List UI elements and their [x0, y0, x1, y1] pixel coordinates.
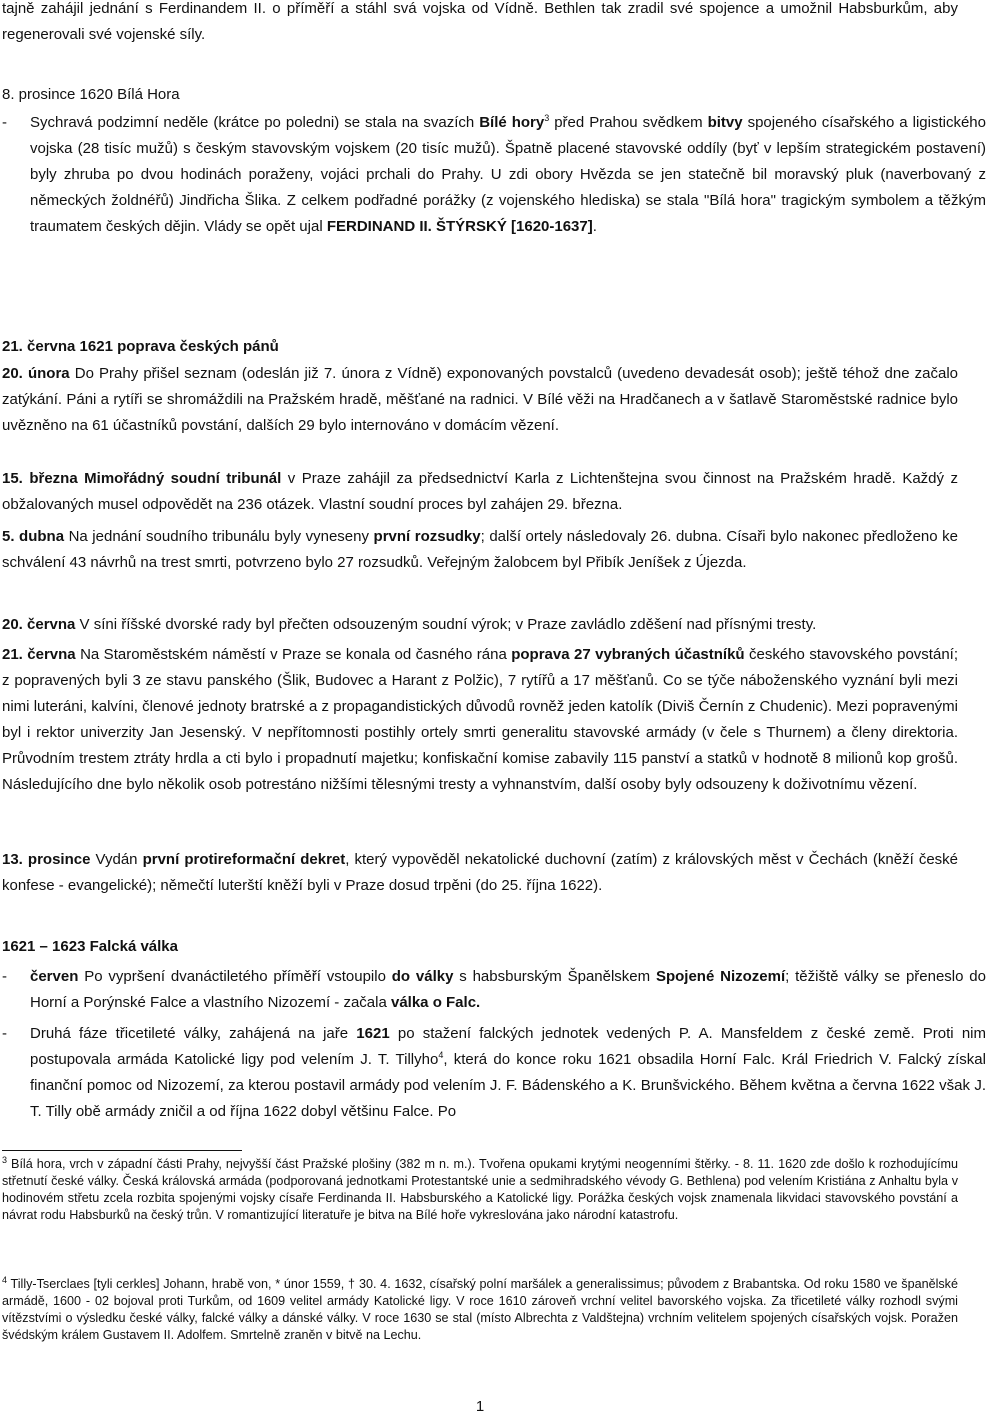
date-bold: 21. června: [2, 646, 76, 663]
poprava-paragraph-3: [2, 524, 958, 576]
text-run: , která do konce roku 1621 obsadila Horní Falc. Král Friedrich V. Falcký získal finanční pomoc od Nizozemí, za kterou postavil armády pod velením J. F. Bádenského a K. Brunšvického. Během května a června 1622 však J. T. Tilly obě armády zničil a od října 1622 dobyl většinu Falce. Po: [30, 1051, 986, 1120]
bold-run: první rozsudky: [373, 528, 481, 545]
bold-run: 1621: [356, 1025, 390, 1042]
date-bold: 5. dubna: [2, 528, 65, 545]
section-heading-falcka-valka: [2, 934, 958, 960]
text-run: , který vypověděl nekatolické duchovní (zatím) z královských měst v Čechách (kněží české konfese - evangelické); němečtí luterští kněží byli v Praze dosud trpěni (do 25. října 1622).: [2, 851, 959, 894]
text-run: .: [592, 218, 597, 235]
date-bold: 20. února: [2, 365, 70, 382]
text-run: V síni říšské dvorské rady byl přečten odsouzeným soudní výrok; v Praze zavládlo zděšení nad přísnými tresty.: [75, 616, 817, 633]
intro-text: tajně zahájil jednání s Ferdinandem II. o příměří a stáhl svá vojska od Vídně. Bethlen tak zradil své spojence a umožnil Habsburkům, aby regenerovali své vojenské síly.: [2, 0, 958, 43]
footnote-number: 3: [2, 1154, 8, 1165]
bold-run: Spojené Nizozemí: [655, 968, 786, 985]
text-run: ; další ortely následovaly 26. dubna. Císaři bylo nakonec předloženo ke schválení 43 návrhů na trest smrti, potvrzeno bylo 27 rozsudků. Veřejným žalobcem byl Přibík Jeníšek z Újezda.: [2, 528, 958, 571]
bold-run: bitvy: [707, 114, 743, 131]
dash-marker: -: [2, 968, 7, 985]
intro-paragraph: [2, 0, 958, 48]
bila-hora-paragraph: [2, 110, 986, 240]
bold-run: válka o Falc.: [390, 994, 481, 1011]
footnote-number: 4: [2, 1274, 8, 1285]
text-run: po stažení falckých jednotek vedených P. A. Mansfeldem z české země. Proti nim postupovala armáda Katolické ligy pod velením J. T. Tillyho: [30, 1025, 986, 1068]
text-run: Vydán: [90, 851, 143, 868]
poprava-paragraph-2: [2, 466, 958, 518]
footnote-separator: [2, 1150, 242, 1151]
poprava-paragraph-1: [2, 361, 958, 439]
date-bold: 20. června: [2, 616, 76, 633]
text-run: Druhá fáze třicetileté války, zahájená na jaře: [30, 1025, 357, 1042]
text-run: Do Prahy přišel seznam (odeslán již 7. února z Vídně) exponovaných povstalců (uvedeno devadesát osob); ještě téhož dne začalo zatýkání. Páni a rytíři se shromáždili na Pražském hradě, měšťané na radnici. V Bílé věži na Hradčanech a v šatlavě Staroměstské radnice bylo uvězněno na 61 účastníků povstání, dalších 29 bylo internováno v domácím vězení.: [2, 365, 959, 434]
section-heading-poprava: [2, 334, 958, 360]
text-run: před Prahou svědkem: [549, 114, 708, 131]
text-run: českého stavovského povstání; z popravených byli 3 ze stavu panského (Šlik, Budovec a Harant z Polžic), 7 rytířů a 17 měšťanů. Co se týče náboženského vyznání byli mezi nimi luteráni, kalvíni, členové jednoty bratrské a z propagandistických důvodů rovněž jeden katolík (Diviš Černín z Chudenic). Mezi popravenými byl i rektor univerzity Jan Jesenský. V nepřítomnosti postihly ortely smrti generalitu stavovské armády (v čele s Thurnem) a členy direktoria. Průvodním trestem ztráty hrdla a cti bylo i propadnutí majetku; konfiskační komise zabavily 115 panství a statků v hodnotě 8 milionů kop grošů. Následujícího dne bylo několik osob potrestáno nižšími tělesnými tresty a vyhnanstvím, další osoby byly odsouzeny k doživotnímu vězení.: [2, 646, 958, 793]
falcka-item-1: [2, 964, 986, 1016]
heading-text: 21. června 1621 poprava českých pánů: [2, 338, 279, 355]
footnote-text: Bílá hora, vrch v západní části Prahy, nejvyšší část Pražské plošiny (382 m n. m.). Tvořena opukami krytými neogenními štěrky. - 8. 11. 1620 zde došlo k rozhodujícímu střetnutí české války. Česká královská armáda (podporovaná jednotkami Protestantské unie a sedmihradského vévody G. Bethlena) pod velením Kristiána z Anhaltu byla v hodinovém střetu zcela rozbita spojenými vojsky císaře Ferdinanda II. Habsburského a Katolické ligy. Porážka českých vojsk znamenala likvidaci stavovského povstání a návrat rodu Habsburků na český trůn. V romantizující literatuře je bitva na Bílé hoře vykreslována jako národní katastrofu.: [2, 1157, 958, 1222]
poprava-paragraph-4: [2, 612, 958, 638]
bold-run: do války: [391, 968, 454, 985]
bold-run: první protireformační dekret: [142, 851, 346, 868]
text-run: Sychravá podzimní neděle (krátce po poledni) se stala na svazích: [30, 114, 480, 131]
text-run: ; těžiště války se přeneslo do Horní a Porýnské Falce a vlastního Nizozemí - začala: [30, 968, 986, 1011]
dash-marker: -: [2, 114, 7, 131]
heading-text: 1621 – 1623 Falcká válka: [2, 938, 178, 955]
bold-run: FERDINAND II. ŠTÝRSKÝ [1620-1637]: [326, 218, 593, 235]
poprava-paragraph-6: [2, 847, 958, 899]
text-run: Po vypršení dvanáctiletého příměří vstoupilo: [78, 968, 392, 985]
text-run: Na Staroměstském náměstí v Praze se konala od časného rána: [75, 646, 512, 663]
heading-text: 8. prosince 1620 Bílá Hora: [2, 86, 180, 103]
section-heading-bila-hora: [2, 82, 958, 108]
footnote-text: Tilly-Tserclaes [tyli cerkles] Johann, hrabě von, * únor 1559, † 30. 4. 1632, císařský polní maršálek a generalissimus; původem z Brabantska. Od roku 1580 ve španělské armádě, 1600 - 02 bojoval proti Turkům, od 1609 velitel armády Katolické ligy. V roce 1610 zároveň vrchní velitel bavorského vojska. Za třicetileté války rozhodl svými vítězstvími o výsledku české války, falcké války a dánské války. V roce 1630 se stal (místo Albrechta z Valdštejna) vrchním velitelem spojených císařských vojsk. Poražen švédským králem Gustavem II. Adolfem. Smrtelně zraněn v bitvě na Lechu.: [2, 1277, 958, 1342]
dash-marker: -: [2, 1025, 7, 1042]
footnote-3: [2, 1156, 958, 1224]
bold-run: Mimořádný soudní tribunál: [84, 470, 282, 487]
bold-run: Bílé hory: [479, 114, 545, 131]
bold-run: červen: [30, 968, 79, 985]
bold-run: poprava 27 vybraných účastníků: [511, 646, 745, 663]
text-run: spojeného císařského a ligistického vojska (28 tisíc mužů) s českým stavovským vojskem (20 tisíc mužů). Špatně placené stavovské oddíly (byť v lepším strategickém postavení) byly zhruba po dvou hodinách poraženy, vojáci prchali do Prahy. U zdi obory Hvězda se jen statečně bil moravský pluk (naverbovaný z německých žoldnéřů) Jindřicha Šlika. Z celkem podřadné porážky (z vojenského hlediska) se stala "Bílá hora" tragickým symbolem a těžkým traumatem českých dějin. Vlády se opět ujal: [30, 114, 986, 235]
poprava-paragraph-5: [2, 642, 958, 798]
footnote-ref-3[interactable]: 3: [544, 113, 550, 123]
text-run: s habsburským Španělskem: [453, 968, 656, 985]
falcka-item-2: [2, 1021, 986, 1125]
text-run: v Praze zahájil za předsednictví Karla z Lichtenštejna svou činnost na Pražském hradě. Každý z obžalovaných musel odpovědět na 236 otázek. Vlastní soudní proces byl zahájen 29. března.: [2, 470, 958, 513]
date-bold: 13. prosince: [2, 851, 91, 868]
text-run: Na jednání soudního tribunálu byly vyneseny: [64, 528, 374, 545]
date-bold: 15. března: [2, 470, 78, 487]
footnote-ref-4[interactable]: 4: [438, 1050, 444, 1060]
page-number: 1: [475, 1398, 485, 1415]
footnote-4: [2, 1276, 958, 1344]
